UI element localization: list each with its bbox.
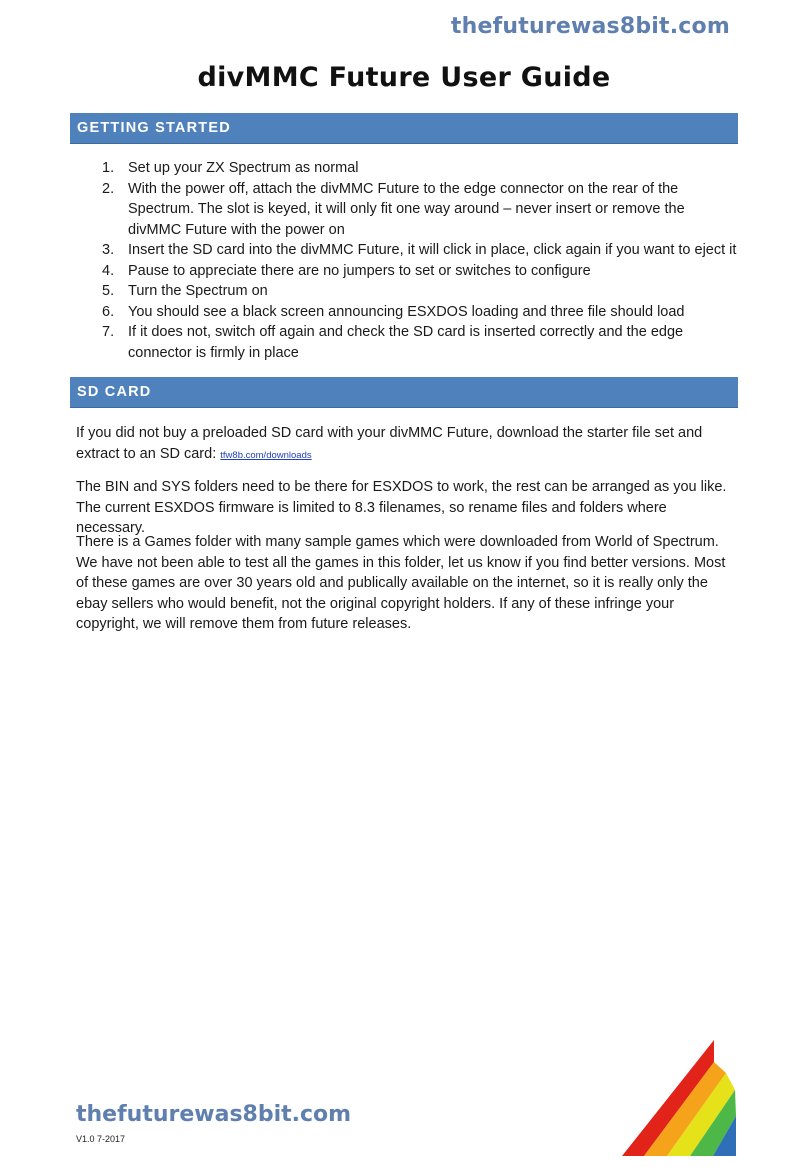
step-number: 4. bbox=[102, 262, 115, 279]
list-item bbox=[88, 240, 738, 261]
list-item bbox=[88, 261, 738, 282]
step-number: 3. bbox=[102, 242, 115, 258]
list-item bbox=[88, 158, 738, 179]
step-number: 2. bbox=[102, 180, 115, 197]
games-paragraph: There is a Games folder with many sample games which were downloaded from World of Spectrum. We have not been able to test all the games in this folder, let us know if you find better versions. Most of these games are over 30 years old and publically available on the internet, so it is really only the ebay sellers who would benefit, not the original copyright holders. If any of these infringe your copyright, we will remove them from future releases. bbox=[76, 534, 726, 632]
version-label: V1.0 7-2017 bbox=[76, 1134, 126, 1144]
section-heading-sd-card: SD CARD bbox=[70, 377, 738, 408]
step-text: Pause to appreciate there are no jumpers to set or switches to configure bbox=[128, 262, 591, 279]
spectrum-stripes-logo bbox=[622, 1040, 738, 1156]
downloads-link[interactable]: tfw8b.com/downloads bbox=[220, 449, 312, 461]
sd-card-intro-paragraph bbox=[76, 423, 738, 466]
brand-logo-bottom: thefuturewas8bit.com bbox=[76, 1102, 352, 1127]
list-item bbox=[88, 322, 738, 363]
step-number: 5. bbox=[102, 283, 115, 299]
page-title: divMMC Future User Guide bbox=[197, 62, 611, 93]
step-number: 7. bbox=[102, 324, 115, 340]
steps-list bbox=[88, 158, 738, 363]
folders-paragraph: The BIN and SYS folders need to be there for ESXDOS to work, the rest can be arranged as you like. The current ESXDOS firmware is limited to 8.3 filenames, so rename files and folders where necessary. bbox=[76, 479, 727, 536]
list-item bbox=[88, 281, 738, 302]
step-text: With the power off, attach the divMMC Future to the edge connector on the rear of the Spectrum. The slot is keyed, it will only fit one way around – never insert or remove the divMMC Future with the power on bbox=[128, 180, 685, 238]
sd-card-intro-text: If you did not buy a preloaded SD card with your divMMC Future, download the starter file set and extract to an SD card: bbox=[76, 425, 703, 462]
brand-logo-top: thefuturewas8bit.com bbox=[450, 14, 730, 39]
step-text: You should see a black screen announcing ESXDOS loading and three file should load bbox=[128, 303, 685, 320]
step-text: Turn the Spectrum on bbox=[128, 283, 268, 299]
step-text: Insert the SD card into the divMMC Future, it will click in place, click again if you want to eject it bbox=[128, 242, 737, 258]
list-item bbox=[88, 179, 738, 241]
step-number: 1. bbox=[102, 160, 115, 176]
list-item bbox=[88, 302, 738, 323]
section-heading-getting-started: GETTING STARTED bbox=[70, 113, 738, 144]
step-text: If it does not, switch off again and check the SD card is inserted correctly and the edge connector is firmly in place bbox=[128, 324, 684, 361]
step-number: 6. bbox=[102, 303, 115, 320]
step-text: Set up your ZX Spectrum as normal bbox=[128, 160, 359, 176]
